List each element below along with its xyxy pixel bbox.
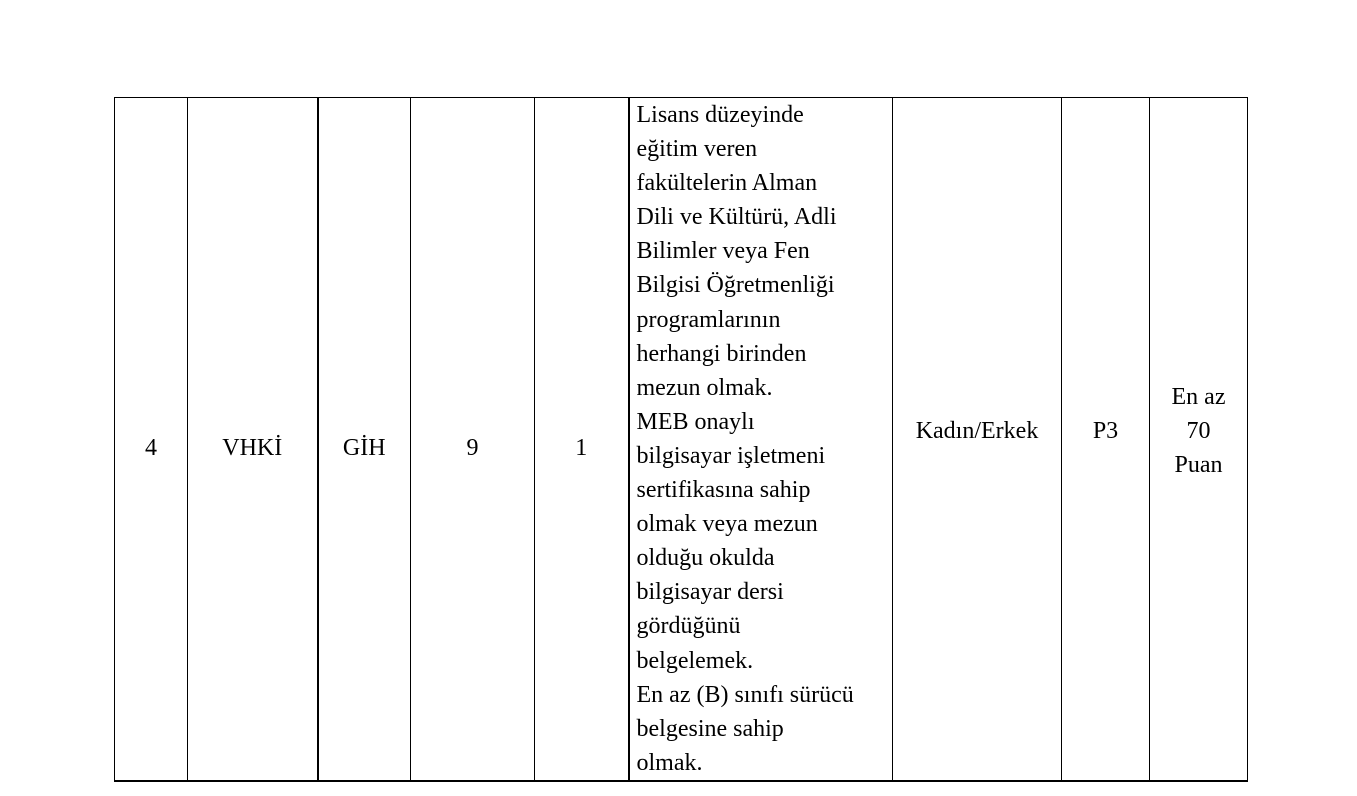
minimum-score-cell [1150, 98, 1248, 781]
conditions-cell [629, 98, 893, 781]
condition-line: bilgisayar işletmeni [636, 442, 826, 469]
conditions-text [637, 98, 889, 780]
condition-line: fakültelerin Alman [636, 170, 818, 197]
sequence-number-cell [115, 98, 188, 781]
condition-line: olmak veya mezun [636, 511, 818, 538]
minimum-score-line: 70 [1186, 417, 1211, 444]
title-code: VHKİ [222, 434, 283, 461]
condition-line: belgesine sahip [636, 715, 784, 742]
gender-cell [893, 98, 1062, 781]
condition-line: En az (B) sınıfı sürücü [636, 681, 854, 708]
condition-line: mezun olmak. [636, 374, 773, 401]
condition-line: sertifikasına sahip [636, 477, 811, 504]
condition-line: Bilgisi Öğretmenliği [636, 272, 835, 299]
condition-line: herhangi birinden [636, 340, 807, 367]
condition-line: gördüğünü [636, 613, 741, 640]
title-cell [188, 98, 318, 781]
class-code: GİH [342, 434, 386, 461]
score-type: P3 [1092, 417, 1119, 444]
requirements-table [114, 97, 1248, 782]
condition-line: Dili ve Kültürü, Adli [636, 204, 837, 231]
condition-line: programlarının [636, 306, 781, 333]
condition-line: Lisans düzeyinde [636, 102, 804, 128]
class-cell [318, 98, 411, 781]
minimum-score [1172, 380, 1226, 482]
sequence-number: 4 [145, 434, 157, 461]
minimum-score-line: Puan [1174, 451, 1223, 478]
condition-line: MEB onaylı [636, 408, 755, 435]
position-count: 1 [575, 434, 588, 461]
table-row [115, 98, 1248, 781]
score-type-cell [1062, 98, 1150, 781]
condition-line: belgelemek. [636, 647, 754, 674]
grade-value: 9 [466, 434, 479, 461]
condition-line: bilgisayar dersi [636, 579, 784, 606]
gender-value: Kadın/Erkek [915, 417, 1039, 444]
position-count-cell [535, 98, 629, 781]
minimum-score-line: En az [1171, 383, 1226, 410]
condition-line: eğitim veren [636, 136, 758, 163]
condition-line: olduğu okulda [636, 545, 775, 572]
condition-line: olmak. [636, 749, 703, 776]
grade-cell [411, 98, 535, 781]
condition-line: Bilimler veya Fen [636, 238, 810, 265]
